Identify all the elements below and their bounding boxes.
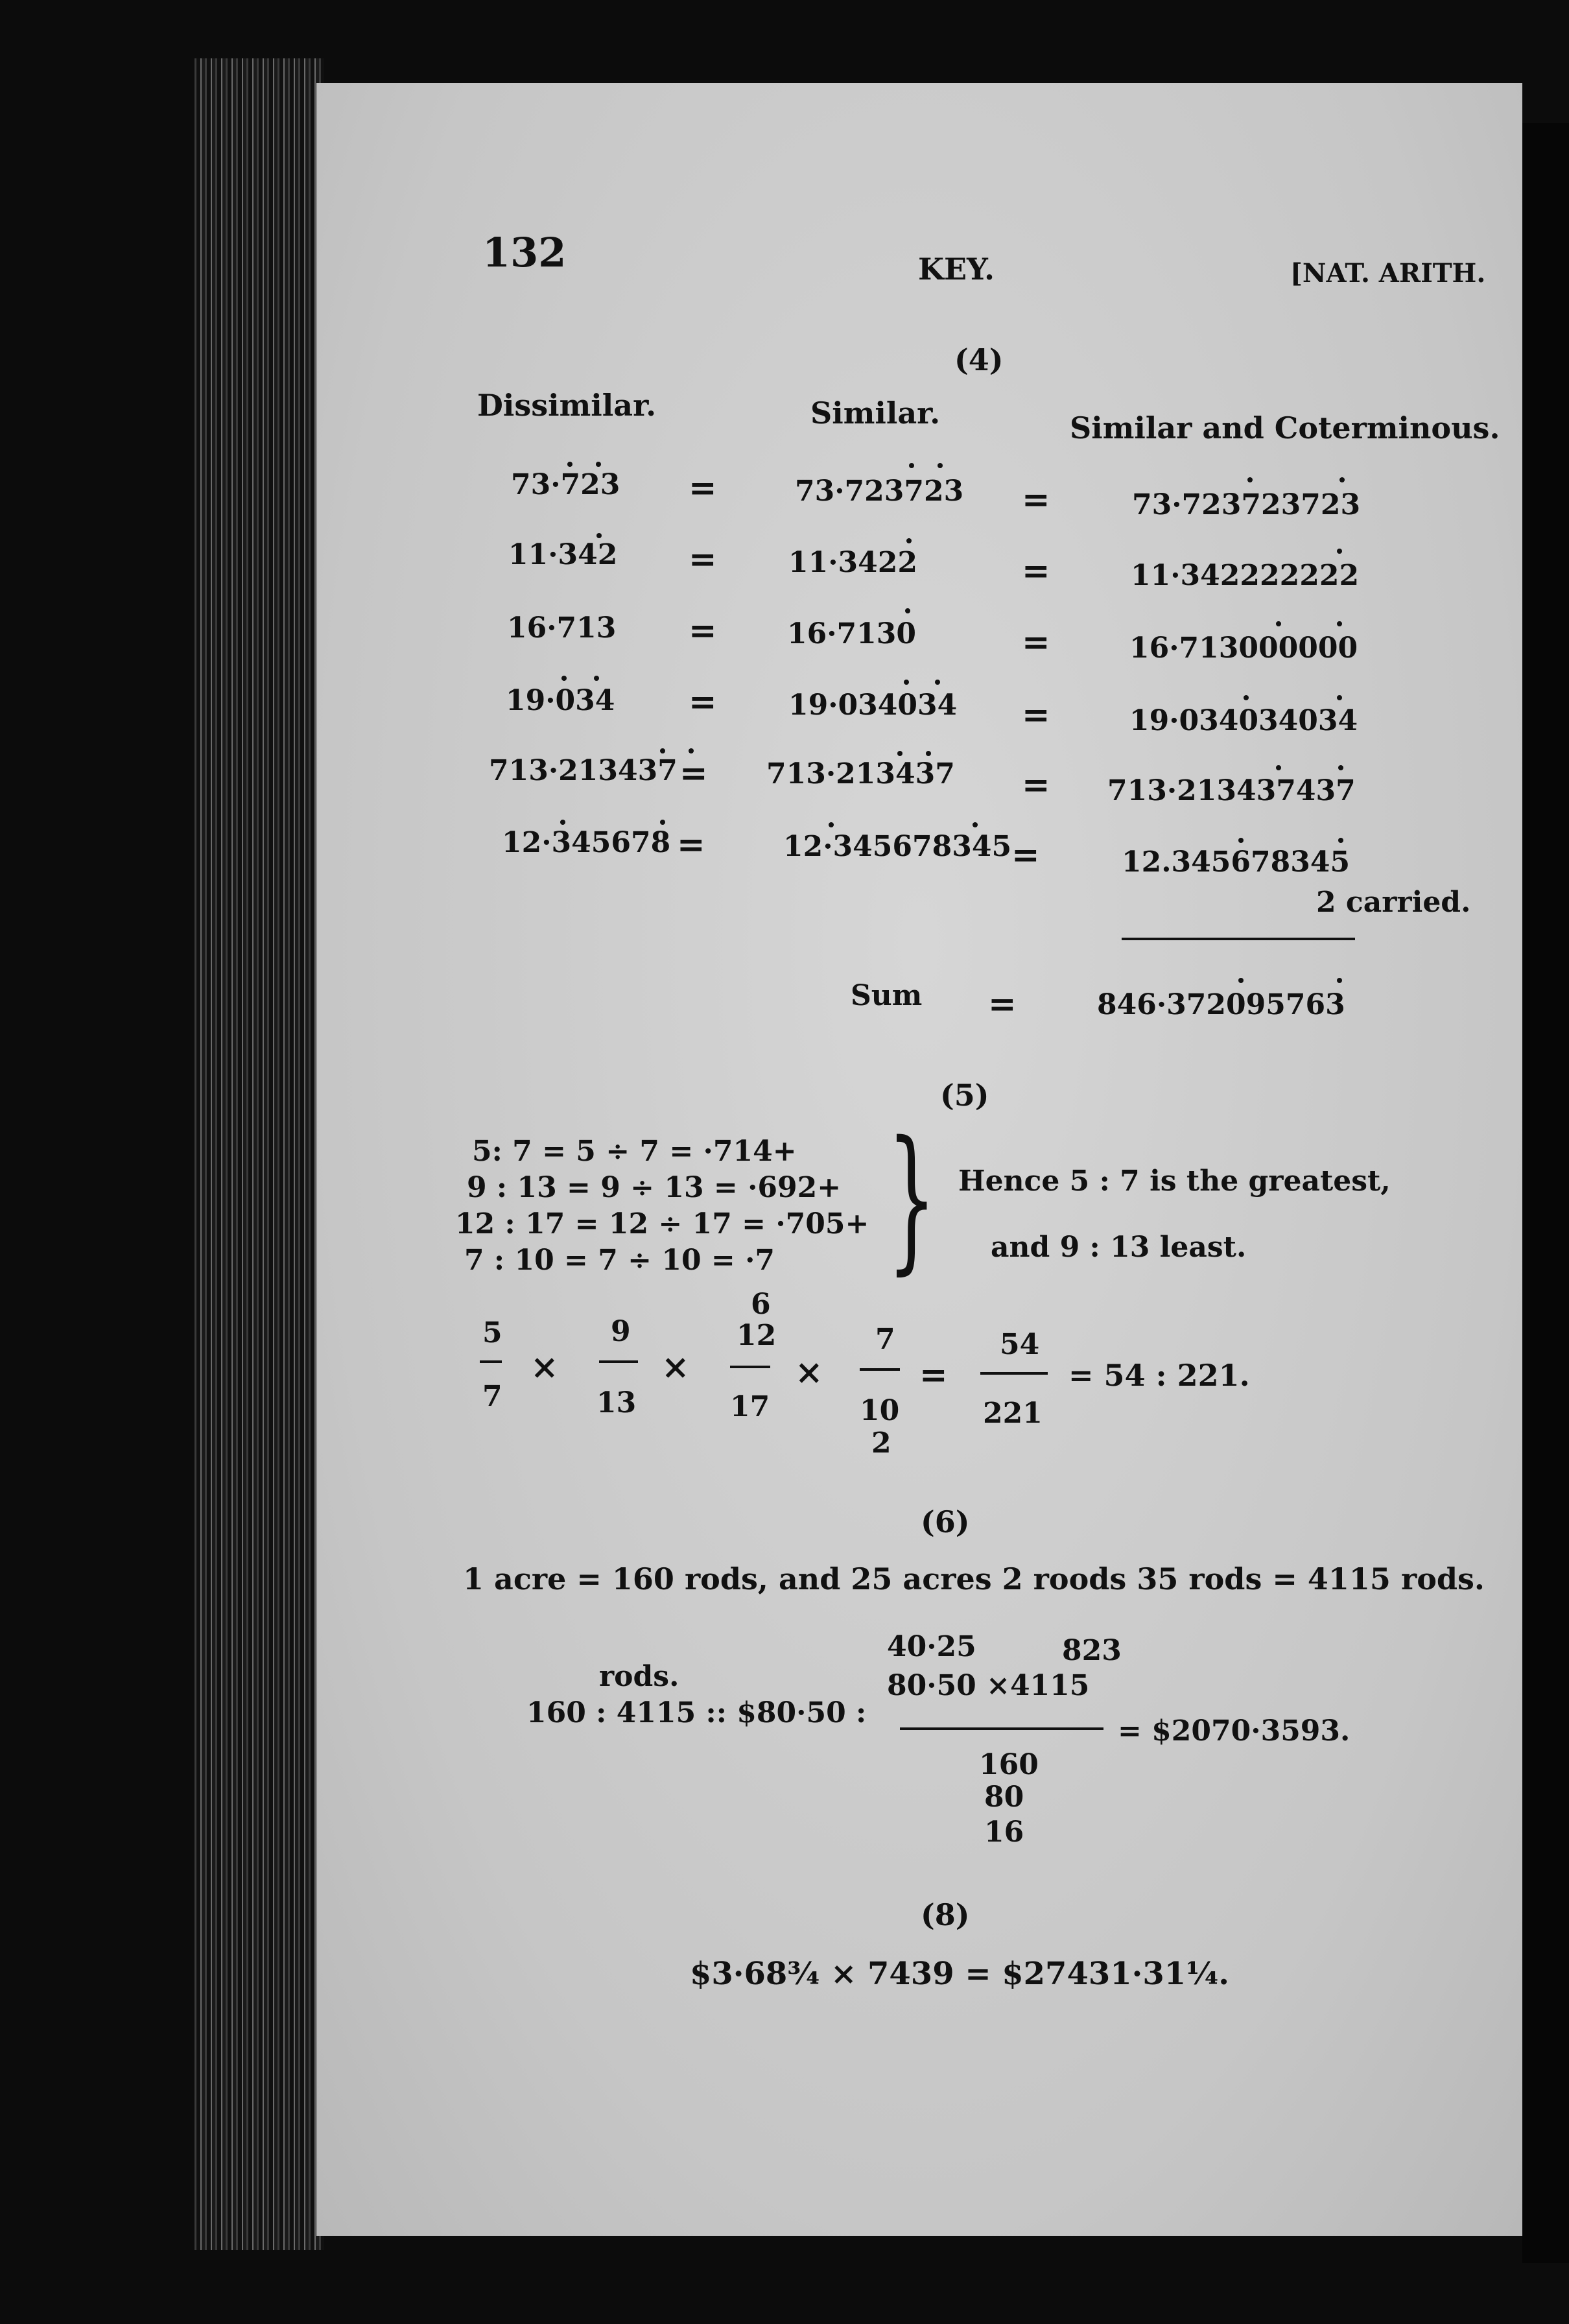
fraction-bar — [599, 1360, 638, 1363]
repeat-dot — [660, 748, 665, 753]
similar-value: 16·7130 — [787, 617, 917, 650]
equals-sign: = — [1022, 551, 1050, 591]
coterminous-value: 713·213437437 — [1107, 774, 1356, 807]
coterminous-value: 73·723723723 — [1132, 488, 1361, 521]
dissimilar-value: 713·213437 — [489, 754, 678, 787]
sum-label: Sum — [851, 979, 923, 1012]
dissimilar-value: 16·713 — [507, 611, 617, 645]
col-coterminous: Similar and Coterminous. — [1070, 410, 1500, 445]
ratio-result: = 54 : 221. — [1068, 1358, 1250, 1393]
fraction-denominator: 7 — [482, 1380, 502, 1413]
ratio-line: 12 : 17 = 12 ÷ 17 = ·705+ — [455, 1207, 869, 1240]
times-sign: × — [661, 1347, 690, 1387]
repeat-dot — [596, 462, 601, 467]
repeat-dot — [660, 820, 665, 825]
fraction-numerator: 5 — [482, 1316, 502, 1349]
repeat-dot — [926, 751, 931, 756]
repeat-dot — [1338, 838, 1343, 843]
fraction-cancel-above: 6 — [751, 1288, 771, 1321]
repeat-dot — [904, 680, 909, 685]
right-brace: } — [887, 1108, 937, 1289]
repeat-dot — [567, 462, 572, 467]
unit-label: rods. — [599, 1660, 679, 1693]
repeat-dot — [897, 751, 902, 756]
numerator: 80·50 ×4115 — [887, 1669, 1090, 1702]
repeat-dot — [1337, 549, 1342, 554]
section-8-label: (8) — [921, 1897, 970, 1932]
equals-sign: = — [689, 540, 717, 579]
page-gutter — [1522, 123, 1569, 2263]
numerator-cancel-2: 823 — [1062, 1634, 1122, 1667]
repeat-dot — [1276, 765, 1281, 770]
similar-value: 73·723723 — [795, 475, 964, 508]
fraction-numerator: 9 — [611, 1315, 631, 1348]
proportion-result: = $2070·3593. — [1118, 1714, 1351, 1748]
section-5-label: (5) — [940, 1078, 989, 1113]
repeat-dot — [1337, 978, 1342, 983]
similar-value: 713·213437 — [766, 757, 955, 790]
repeat-dot — [935, 680, 940, 685]
dissimilar-value: 73·723 — [511, 468, 620, 501]
similar-value: 19·034034 — [788, 689, 958, 722]
repeat-dot — [1244, 695, 1249, 700]
section-8-equation: $3·68¾ × 7439 = $27431·31¼. — [690, 1956, 1229, 1992]
repeat-dot — [905, 608, 910, 613]
col-dissimilar: Dissimilar. — [477, 388, 657, 423]
conclusion-greatest: Hence 5 : 7 is the greatest, — [958, 1165, 1391, 1198]
repeat-dot — [560, 820, 565, 825]
dissimilar-value: 19·034 — [506, 684, 615, 717]
dissimilar-value: 11·342 — [508, 538, 618, 571]
repeat-dot — [938, 463, 943, 468]
repeat-dot — [909, 463, 914, 468]
fraction-bar — [980, 1372, 1048, 1375]
dissimilar-value: 12·345678 — [502, 826, 671, 859]
col-similar: Similar. — [810, 396, 941, 431]
fraction-denominator: 13 — [596, 1386, 637, 1419]
fraction-denominator: 221 — [983, 1397, 1043, 1430]
numerator-cancel-1: 40·25 — [887, 1630, 976, 1663]
fraction-numerator: 54 — [1000, 1328, 1040, 1361]
equals-sign: = — [1022, 695, 1050, 735]
fraction-bar — [900, 1727, 1103, 1730]
equals-sign: = — [1022, 480, 1050, 519]
times-sign: × — [795, 1353, 823, 1392]
coterminous-value: 19·034034034 — [1129, 704, 1358, 737]
conclusion-least: and 9 : 13 least. — [991, 1231, 1247, 1264]
fraction-denominator: 10 — [860, 1394, 900, 1427]
repeat-dot — [1339, 477, 1345, 482]
repeat-dot — [594, 676, 599, 681]
section-4-label: (4) — [954, 342, 1004, 377]
page-number: 132 — [482, 229, 567, 276]
repeat-dot — [1238, 838, 1244, 843]
repeat-dot — [829, 822, 834, 827]
equals-sign: = — [689, 468, 717, 508]
fraction-numerator: 7 — [875, 1323, 895, 1356]
equals-sign: = — [689, 611, 717, 650]
ratio-line: 9 : 13 = 9 ÷ 13 = ·692+ — [467, 1171, 842, 1204]
fraction-denominator: 17 — [730, 1390, 770, 1423]
section-6-statement: 1 acre = 160 rods, and 25 acres 2 roods 35 rods = 4115 rods. — [463, 1561, 1485, 1596]
equals-sign: = — [1022, 622, 1050, 662]
fraction-cancel-below: 2 — [871, 1427, 891, 1460]
page-title: KEY. — [918, 252, 995, 287]
repeat-dot — [689, 748, 694, 753]
fraction-bar — [730, 1366, 770, 1368]
coterminous-value: 11·342222222 — [1131, 559, 1360, 592]
repeat-dot — [1337, 621, 1342, 626]
repeat-dot — [906, 538, 912, 543]
similar-value: 12·345678345 — [783, 830, 1012, 863]
sum-rule — [1122, 938, 1355, 940]
repeat-dot — [1338, 765, 1343, 770]
coterminous-value: 16·713000000 — [1129, 632, 1358, 665]
denominator: 160 — [979, 1748, 1039, 1781]
denominator-cancel-1: 80 — [984, 1781, 1024, 1814]
equals-sign: = — [1011, 835, 1040, 875]
equals-sign: = — [988, 984, 1017, 1024]
denominator-cancel-2: 16 — [984, 1816, 1024, 1849]
repeat-dot — [596, 533, 602, 538]
repeat-dot — [1276, 621, 1281, 626]
section-6-label: (6) — [921, 1504, 970, 1539]
proportion: 160 : 4115 :: $80·50 : — [526, 1696, 867, 1729]
repeat-dot — [561, 676, 567, 681]
similar-value: 11·3422 — [788, 546, 918, 579]
repeat-dot — [1247, 477, 1253, 482]
fraction-bar — [480, 1360, 502, 1363]
running-head: [NAT. ARITH. — [1290, 258, 1486, 289]
fraction-numerator: 12 — [737, 1319, 777, 1352]
times-sign: × — [530, 1347, 559, 1387]
carried-note: 2 carried. — [1316, 886, 1471, 919]
equals-sign: = — [689, 682, 717, 722]
coterminous-value: 12.345678345 — [1122, 846, 1351, 879]
sum-value: 846·372095763 — [1097, 988, 1345, 1021]
ratio-line: 7 : 10 = 7 ÷ 10 = ·7 — [464, 1244, 775, 1277]
equals-sign: = — [677, 825, 705, 864]
repeat-dot — [1337, 695, 1342, 700]
equals-sign: = — [919, 1355, 948, 1395]
repeat-dot — [973, 822, 978, 827]
repeat-dot — [1238, 978, 1244, 983]
equals-sign: = — [1022, 765, 1050, 805]
fraction-bar — [860, 1368, 900, 1371]
ratio-line: 5: 7 = 5 ÷ 7 = ·714+ — [472, 1135, 797, 1168]
book-page — [316, 83, 1522, 2236]
book-edge — [195, 58, 324, 2250]
equals-sign: = — [679, 753, 708, 793]
